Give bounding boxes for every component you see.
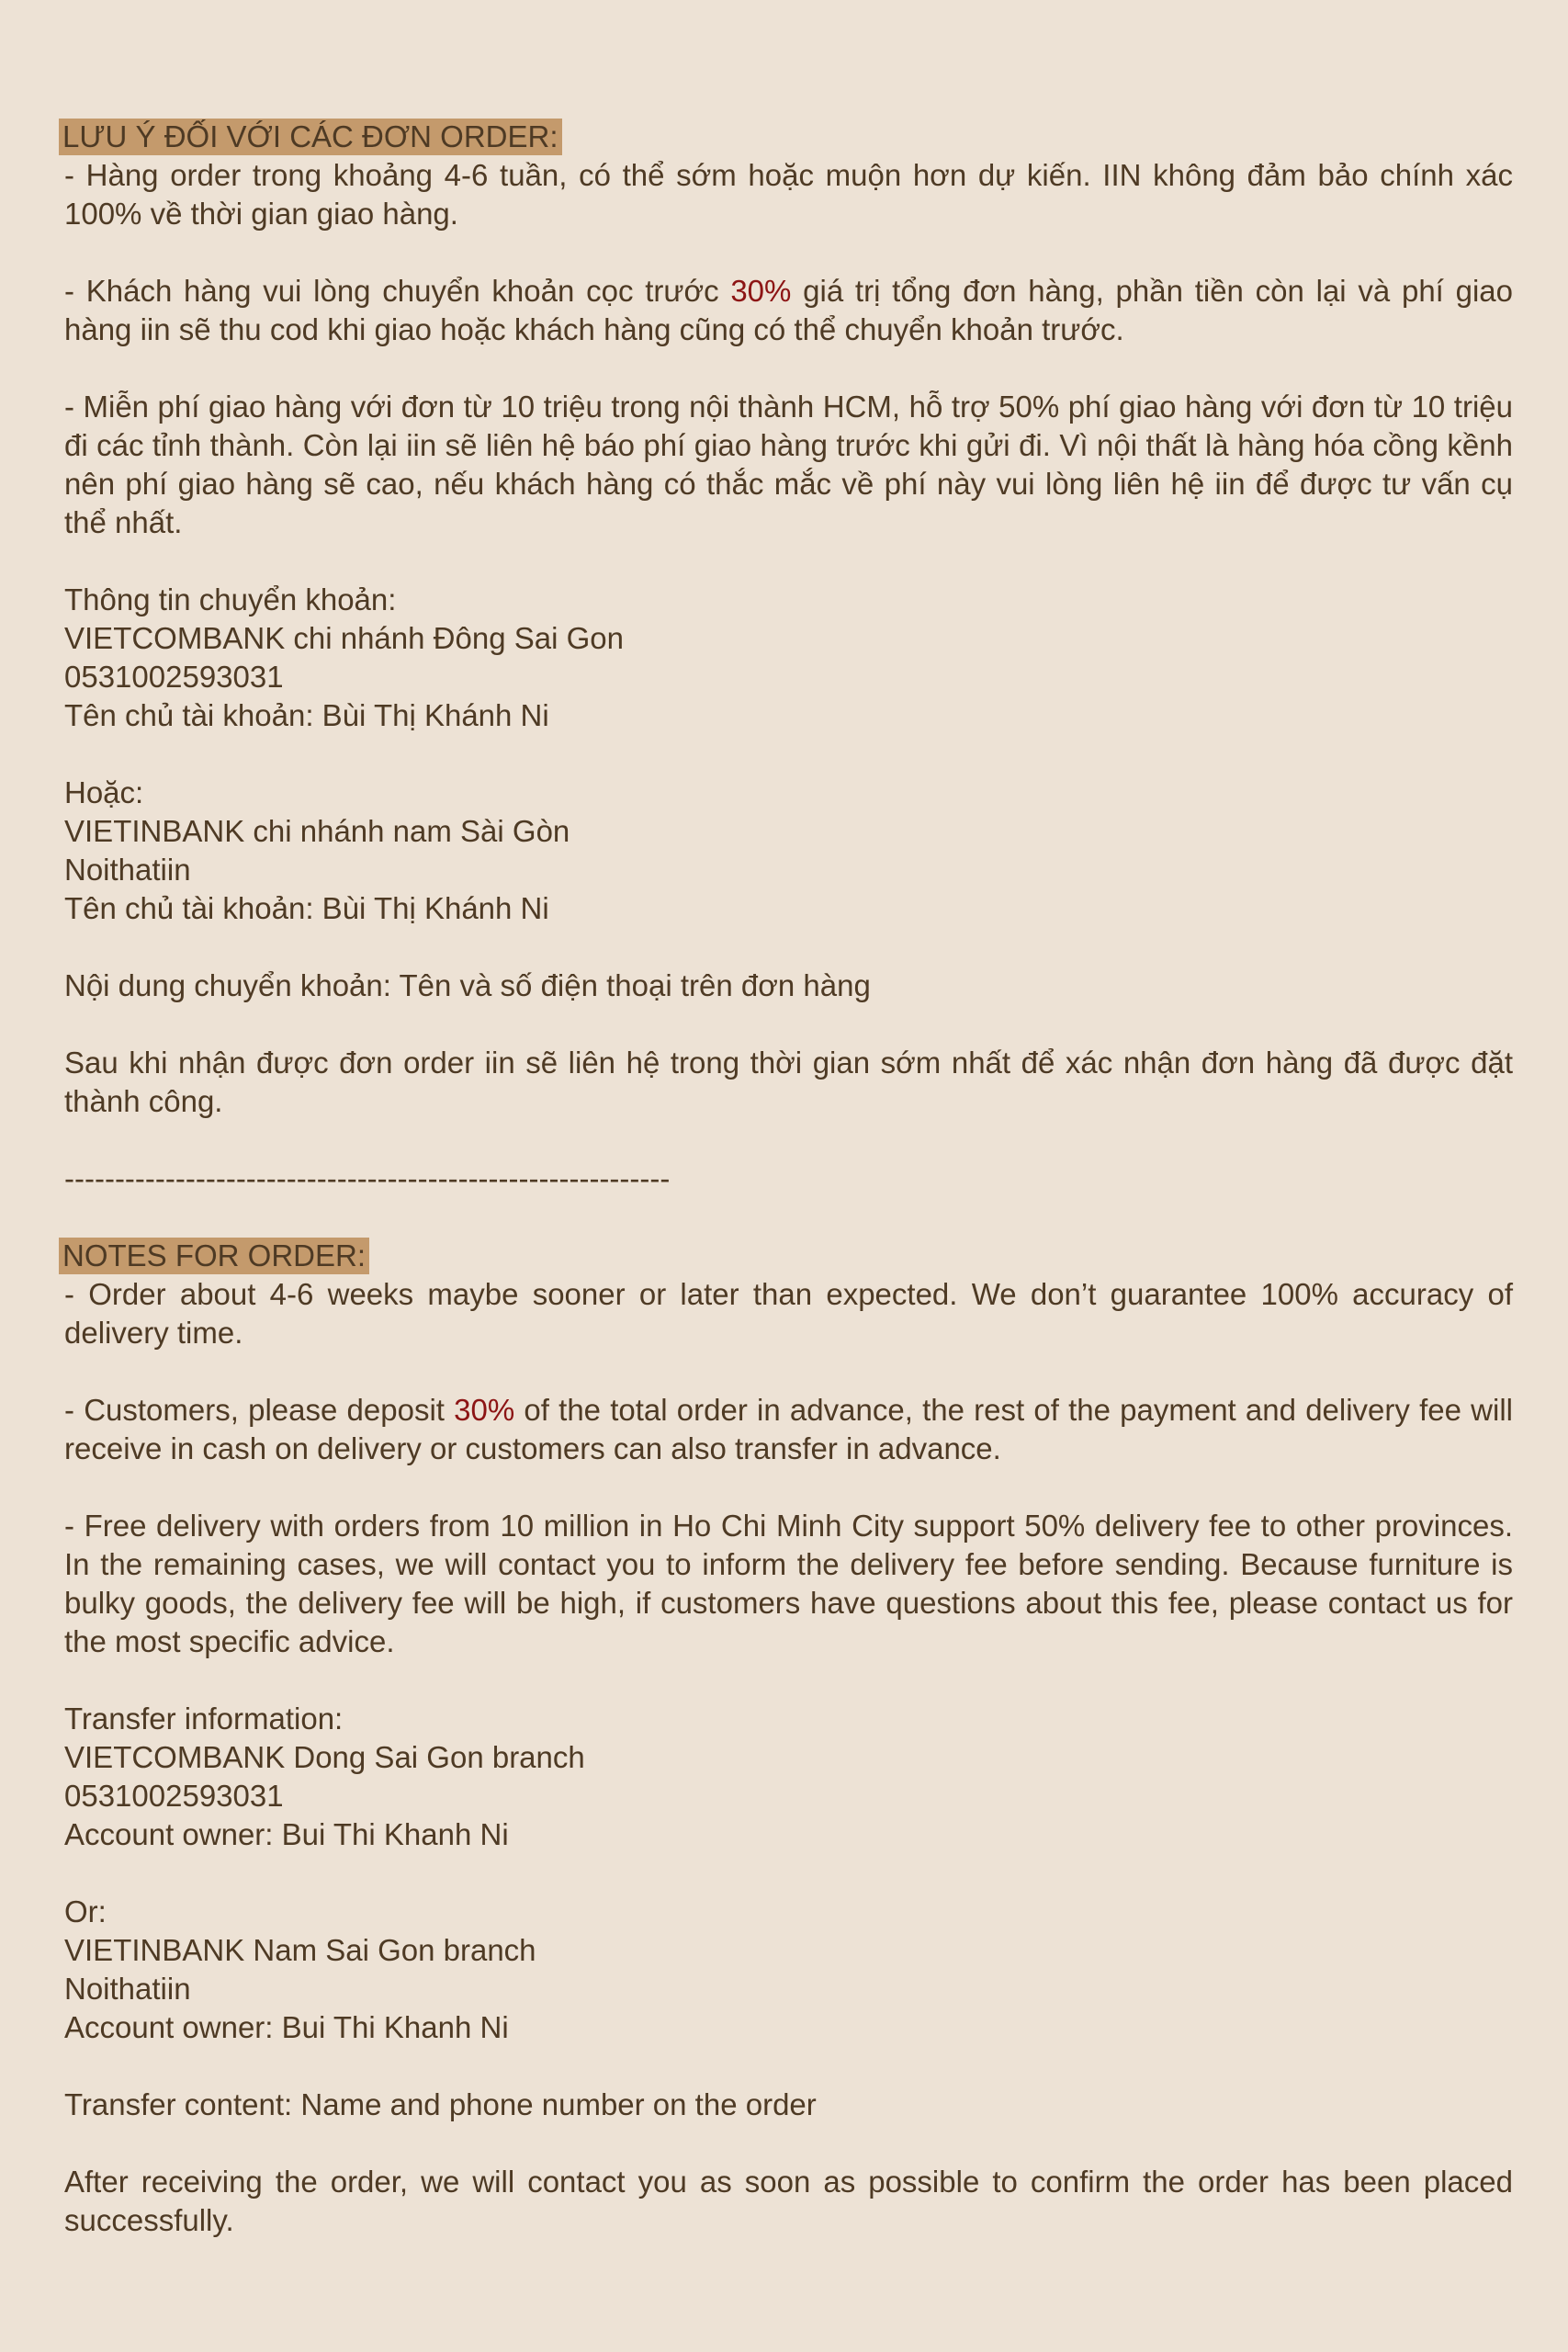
en-transfer-content: Transfer content: Name and phone number on the order bbox=[64, 2087, 817, 2121]
vi-closing: Sau khi nhận được đơn order iin sẽ liên hệ trong thời gian sớm nhất để xác nhận đơn hàng đã được đặt thành công. bbox=[64, 1046, 1513, 1118]
vi-deposit-text-after: giá trị tổng đơn hàng, phần tiền còn lại và phí giao hàng iin sẽ thu cod khi giao hoặc khách hàng cũng có thể chuyển khoản trước. bbox=[64, 274, 1513, 346]
vi-deposit-percent: 30% bbox=[730, 274, 792, 308]
vi-heading-row bbox=[59, 118, 1513, 156]
vi-note-deposit bbox=[64, 272, 1513, 349]
vi-note-delivery-time: - Hàng order trong khoảng 4-6 tuần, có thể sớm hoặc muộn hơn dự kiến. IIN không đảm bảo chính xác 100% về thời gian giao hàng. bbox=[64, 158, 1513, 231]
en-deposit-text-before: - Customers, please deposit bbox=[64, 1393, 455, 1427]
en-bank1-account: 0531002593031 bbox=[64, 1779, 284, 1813]
order-notes-document bbox=[64, 118, 1513, 2240]
vi-deposit-text-before: - Khách hàng vui lòng chuyển khoản cọc trước bbox=[64, 274, 731, 308]
en-transfer-label: Transfer information: bbox=[64, 1702, 344, 1736]
vi-note-free-delivery: - Miễn phí giao hàng với đơn từ 10 triệu trong nội thành HCM, hỗ trợ 50% phí giao hàng với đơn từ 10 triệu đi các tỉnh thành. Còn lại iin sẽ liên hệ báo phí giao hàng trước khi gửi đi. Vì nội thất là hàng hóa cồng kềnh nên phí giao hàng sẽ cao, nếu khách hàng có thắc mắc về phí này vui lòng liên hệ iin để được tư vấn cụ thể nhất. bbox=[64, 390, 1513, 539]
vi-bank2-name: VIETINBANK chi nhánh nam Sài Gòn bbox=[64, 814, 570, 848]
en-closing: After receiving the order, we will contact you as soon as possible to confirm the order has been placed successfully. bbox=[64, 2165, 1513, 2237]
vi-heading: LƯU Ý ĐỐI VỚI CÁC ĐƠN ORDER: bbox=[59, 119, 562, 155]
vi-bank1-account: 0531002593031 bbox=[64, 660, 284, 694]
vi-bank2-account: Noithatiin bbox=[64, 853, 191, 887]
en-note-delivery-time: - Order about 4-6 weeks maybe sooner or later than expected. We don’t guarantee 100% accuracy of delivery time. bbox=[64, 1277, 1513, 1350]
vi-or-label: Hoặc: bbox=[64, 775, 144, 809]
section-divider: ------------------------------------------------------------ bbox=[64, 1161, 671, 1195]
vi-bank1-name: VIETCOMBANK chi nhánh Đông Sai Gon bbox=[64, 621, 624, 655]
en-or-label: Or: bbox=[64, 1894, 107, 1928]
vi-transfer-content: Nội dung chuyển khoản: Tên và số điện thoại trên đơn hàng bbox=[64, 968, 871, 1002]
vi-transfer-label: Thông tin chuyển khoản: bbox=[64, 582, 397, 616]
vi-bank2-owner: Tên chủ tài khoản: Bùi Thị Khánh Ni bbox=[64, 891, 549, 925]
en-note-deposit bbox=[64, 1391, 1513, 1468]
en-deposit-text-after: of the total order in advance, the rest of the payment and delivery fee will receive in cash on delivery or customers can also transfer in advance. bbox=[64, 1393, 1514, 1465]
en-bank1-name: VIETCOMBANK Dong Sai Gon branch bbox=[64, 1740, 585, 1774]
en-note-free-delivery: - Free delivery with orders from 10 million in Ho Chi Minh City support 50% delivery fee to other provinces. In the remaining cases, we will contact you to inform the delivery fee before sending. Because furniture is bulky goods, the delivery fee will be high, if customers have questions about this fee, please contact us for the most specific advice. bbox=[64, 1509, 1513, 1658]
en-bank2-owner: Account owner: Bui Thi Khanh Ni bbox=[64, 2010, 509, 2044]
en-bank1-owner: Account owner: Bui Thi Khanh Ni bbox=[64, 1817, 509, 1851]
en-bank2-account: Noithatiin bbox=[64, 1972, 191, 2006]
vi-bank1-owner: Tên chủ tài khoản: Bùi Thị Khánh Ni bbox=[64, 698, 549, 732]
en-deposit-percent: 30% bbox=[454, 1393, 515, 1427]
en-bank2-name: VIETINBANK Nam Sai Gon branch bbox=[64, 1933, 536, 1967]
en-heading-row bbox=[59, 1237, 1513, 1275]
en-heading: NOTES FOR ORDER: bbox=[59, 1238, 369, 1274]
